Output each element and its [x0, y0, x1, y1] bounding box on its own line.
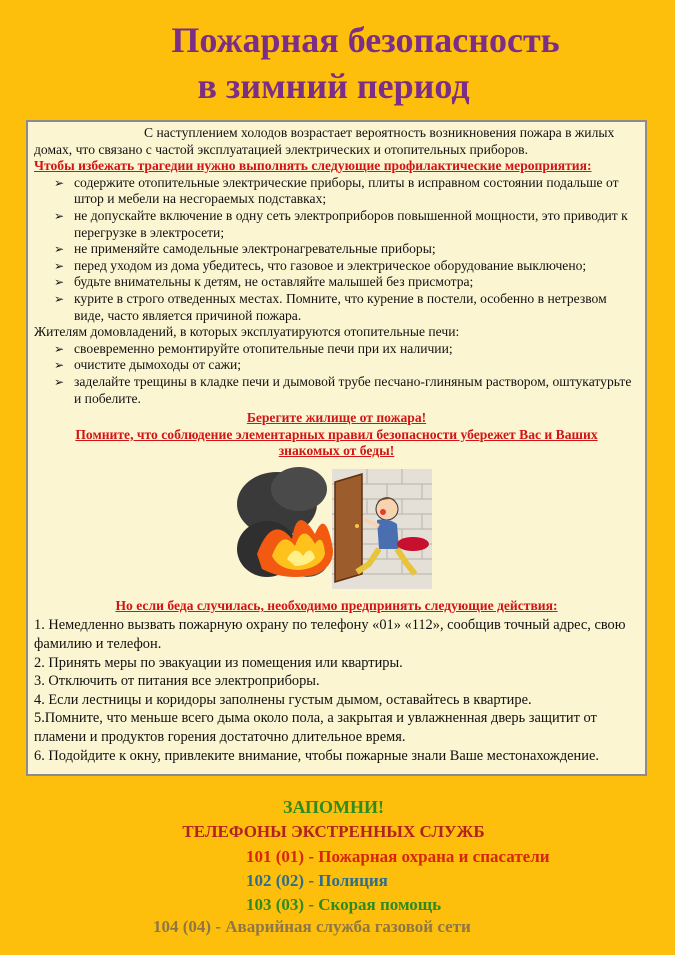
actions-list — [34, 616, 639, 765]
actions-heading: Но если беда случилась, необходимо предпринять следующие действия: — [115, 597, 558, 613]
intro-text: С наступлением холодов возрастает вероятность возникновения пожара в жилых домах, что связано с частой эксплуатацией электрических и отопительных приборов. — [34, 125, 615, 157]
action-step: 3. Отключить от питания все электроприборы. — [34, 673, 320, 690]
prevention-list — [34, 175, 639, 324]
stove-heading: Жителям домовладений, в которых эксплуатируются отопительные печи: — [34, 324, 460, 340]
list-item: ➢ перед уходом из дома убедитесь, что газовое и электрическое оборудование выключено; — [34, 258, 639, 275]
phone-101: 101 (01) - Пожарная охрана и спасатели — [246, 847, 550, 866]
action-step: 4. Если лестницы и коридоры заполнены густым дымом, оставайтесь в квартире. — [34, 691, 532, 708]
list-item: ➢ будьте внимательны к детям, не оставляйте малышей без присмотра; — [34, 274, 639, 291]
warning-line-2: Помните, что соблюдение элементарных правил безопасности убережет Вас и Ваших знакомых от беды! — [75, 426, 598, 459]
fire-escape-illustration — [237, 464, 437, 594]
list-item: ➢ очистите дымоходы от сажи; — [34, 357, 639, 374]
remember-label: ЗАПОМНИ! — [282, 797, 385, 817]
list-item: ➢ курите в строго отведенных местах. Помните, что курение в постели, особенно в нетрезвом виде, часто является причиной пожара. — [34, 291, 639, 324]
list-item: ➢ содержите отопительные электрические приборы, плиты в исправном состоянии подальше от штор и мебели на несгораемых подставках; — [34, 175, 639, 208]
prevention-heading: Чтобы избежать трагедии нужно выполнять следующие профилактические мероприятия: — [34, 158, 592, 174]
stove-list — [34, 341, 639, 407]
phone-104: 104 (04) - Аварийная служба газовой сети — [153, 917, 471, 936]
action-step: 1. Немедленно вызвать пожарную охрану по телефону «01» «112», сообщив точный адрес, свою фамилию и телефон. — [34, 617, 626, 653]
list-item: ➢ не допускайте включение в одну сеть электроприборов повышенной мощности, это приводит к перегрузке в электросети; — [34, 208, 639, 241]
title-line-2: в зимний период — [197, 66, 470, 106]
action-step: 2. Принять меры по эвакуации из помещения или квартиры. — [34, 654, 403, 671]
warning-line-1: Берегите жилище от пожара! — [246, 410, 427, 426]
fire-illustration — [34, 464, 639, 594]
phone-103: 103 (03) - Скорая помощь — [246, 895, 442, 914]
list-item: ➢ не применяйте самодельные электронагревательные приборы; — [34, 241, 639, 258]
phone-102: 102 (02) - Полиция — [246, 871, 388, 890]
action-step: 6. Подойдите к окну, привлеките внимание, чтобы пожарные знали Ваше местонахождение. — [34, 747, 599, 764]
phones-title: ТЕЛЕФОНЫ ЭКСТРЕННЫХ СЛУЖБ — [182, 822, 485, 841]
list-item: ➢ своевременно ремонтируйте отопительные печи при их наличии; — [34, 341, 639, 358]
list-item: ➢ заделайте трещины в кладке печи и дымовой трубе песчано-глиняным раствором, оштукатурьте и побелите. — [34, 374, 639, 407]
info-panel — [26, 120, 647, 776]
title-line-1: Пожарная безопасность — [171, 20, 560, 60]
action-step: 5.Помните, что меньше всего дыма около пола, а закрытая и увлажненная дверь защитит от пламени и продуктов горения достаточно длительное время. — [34, 710, 597, 746]
